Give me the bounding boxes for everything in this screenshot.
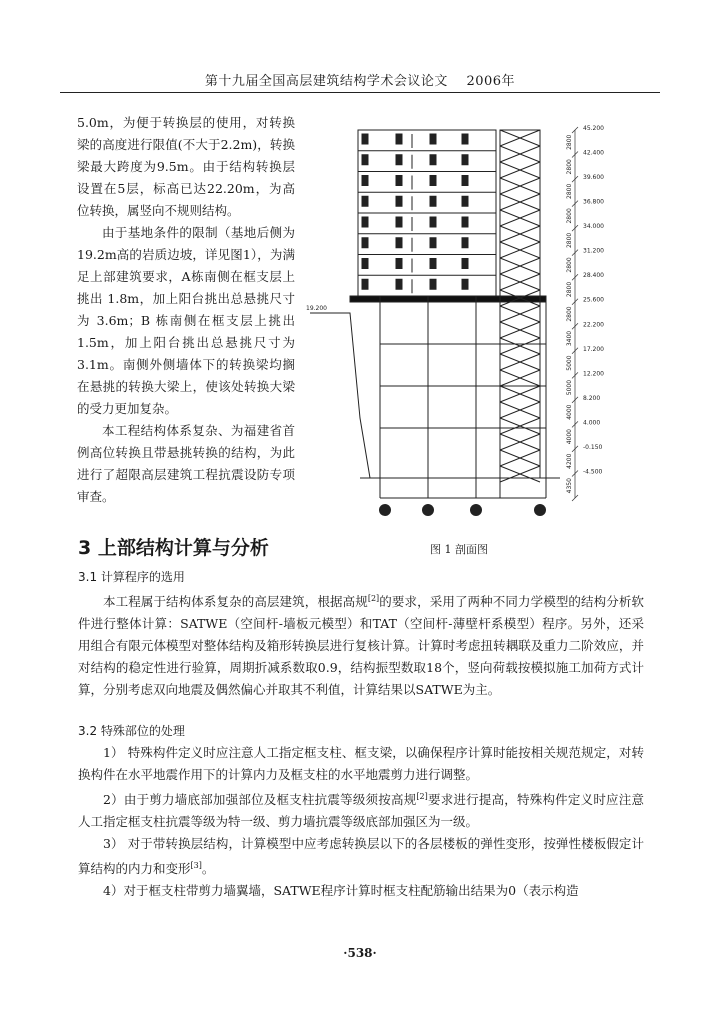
- window-mark: [396, 196, 402, 206]
- dimension-label: 5000: [566, 355, 573, 371]
- section-3-1: [78, 566, 644, 701]
- elevation-label: 25.600: [583, 296, 604, 304]
- citation: [3]: [190, 861, 202, 871]
- window-mark: [430, 134, 436, 144]
- slope-line: [310, 313, 370, 478]
- window-mark: [430, 279, 436, 289]
- header-title: 第十九届全国高层建筑结构学术会议论文: [204, 74, 448, 89]
- window-mark: [396, 279, 402, 289]
- text-segment: 3） 对于带转换层结构，计算模型中应考虑转换层以下的各层楼板的弹性变形，按弹性楼板假定计算结构的内力和变形: [78, 836, 644, 877]
- citation: [2]: [367, 594, 380, 603]
- list-item-1: 1） 特殊构件定义时应注意人工指定框支柱、框支梁，以确保程序计算时能按相关规范规定，对转换构件在水平地震作用下的计算内力及框支柱的水平地震剪力进行调整。: [78, 745, 644, 782]
- window-mark: [462, 176, 468, 186]
- window-mark: [396, 155, 402, 165]
- window-mark: [362, 176, 368, 186]
- elevation-label: 28.400: [583, 272, 604, 280]
- left-elevation-label: 19.200: [306, 305, 327, 312]
- dimension-label: 4350: [566, 478, 573, 494]
- window-mark: [396, 176, 402, 186]
- subsection-title-3-1: 3.1 计算程序的选用: [78, 570, 185, 584]
- window-mark: [362, 279, 368, 289]
- dimension-label: 2800: [566, 306, 573, 322]
- text-segment: 的要求，采用了两种不同力学模型的结构分析软件进行整体计算：SATWE（空间杆-墙板元模型）和TAT（空间杆-薄壁杆系模型）程序。另外，还采用组合有限元体模型对整体结构及箱形转换层进行复核计算。计算时考虑扭转耦联及重力二阶效应，并对结构的稳定性进行验算，周期折减系数取0.9，结构振型数取18个，竖向荷载按模拟施工加荷方式计算，分别考虑双向地震及偶然偏心并取其不利值，计算结果以SATWE为主。: [78, 594, 644, 698]
- elevation-label: 4.000: [583, 419, 601, 427]
- paragraph-program: [78, 588, 644, 701]
- axis-label: C: [473, 507, 479, 515]
- window-mark: [462, 196, 468, 206]
- window-mark: [462, 134, 468, 144]
- window-mark: [430, 176, 436, 186]
- window-mark: [462, 217, 468, 227]
- dimension-label: 4000: [566, 404, 573, 420]
- elevation-label: -0.150: [583, 443, 603, 451]
- section-drawing: [300, 118, 630, 520]
- window-mark: [396, 259, 402, 269]
- podium: [380, 302, 546, 478]
- window-mark: [462, 259, 468, 269]
- axis-label: A: [382, 507, 388, 515]
- dimension-label: 2800: [566, 159, 573, 175]
- dimension-label: 5000: [566, 379, 573, 396]
- window-mark: [430, 259, 436, 269]
- elevation-label: 22.200: [583, 321, 604, 329]
- window-mark: [430, 217, 436, 227]
- text-segment: 本工程属于结构体系复杂的高层建筑，根据高规: [103, 594, 368, 610]
- section-3-2: [78, 720, 644, 902]
- window-mark: [362, 196, 368, 206]
- elevation-label: 42.400: [583, 149, 604, 157]
- paragraph-review: 本工程结构体系复杂、为福建省首例高位转换且带悬挑转换的结构，为此进行了超限高层建筑工程抗震设防专项审查。: [77, 423, 295, 504]
- axis-label: D: [537, 507, 543, 515]
- window-mark: [362, 217, 368, 227]
- running-header: [60, 70, 660, 89]
- elevation-label: 31.200: [583, 247, 604, 255]
- subsection-title-3-2: 3.2 特殊部位的处理: [78, 724, 185, 738]
- section-heading: 3 上部结构计算与分析: [78, 537, 269, 559]
- dimension-label: 2800: [566, 183, 573, 199]
- left-column-text: [77, 112, 295, 508]
- text-segment: 要求进行提高，特殊构件定义时应注意人工指定框支柱抗震等级为特一级、剪力墙抗震等级底部加强区为一级。: [78, 792, 644, 830]
- elevation-label: 36.800: [583, 198, 604, 206]
- header-year: 2006年: [466, 74, 516, 89]
- window-mark: [396, 134, 402, 144]
- elevation-label: 39.600: [583, 174, 604, 182]
- elevation-label: 12.200: [583, 370, 604, 378]
- window-mark: [362, 238, 368, 248]
- elevation-label: 34.000: [583, 223, 604, 231]
- window-mark: [396, 238, 402, 248]
- paragraph-continuation: 5.0m，为便于转换层的使用，对转换梁的高度进行限值(不大于2.2m)，转换梁最大跨度为9.5m。由于结构转换层设置在5层，标高已达22.20m，为高位转换，属竖向不规则结构。: [77, 115, 295, 218]
- list-item-3: [78, 833, 644, 880]
- list-item-4: 4）对于框支柱带剪力墙翼墙，SATWE程序计算时框支柱配筋输出结果为0（表示构造: [103, 883, 579, 899]
- elevation-label: -4.500: [583, 468, 603, 476]
- window-mark: [430, 155, 436, 165]
- window-mark: [462, 238, 468, 248]
- elevation-label: 45.200: [583, 125, 604, 132]
- header-rule: [60, 92, 660, 93]
- page-number: ·538·: [343, 946, 377, 960]
- citation: [2]: [416, 792, 428, 801]
- window-mark: [430, 238, 436, 248]
- text-segment: 2）由于剪力墙底部加强部位及框支柱抗震等级须按高规: [103, 792, 417, 808]
- window-mark: [362, 259, 368, 269]
- figure-caption: 图 1 剖面图: [430, 543, 488, 556]
- dimension-label: 2800: [566, 208, 573, 224]
- dimension-label: 4000: [566, 429, 573, 445]
- dimension-label: 3400: [566, 330, 573, 347]
- window-mark: [462, 279, 468, 289]
- window-mark: [462, 155, 468, 165]
- text-segment: 。: [201, 861, 215, 877]
- dimension-label: 2800: [566, 232, 573, 249]
- dimension-label: 2800: [566, 257, 573, 273]
- elevation-label: 17.200: [583, 345, 604, 353]
- window-mark: [396, 217, 402, 227]
- list-item-2: [78, 786, 644, 833]
- window-mark: [362, 134, 368, 144]
- dimension-label: 2800: [566, 281, 573, 298]
- paragraph-foundation: 由于基地条件的限制（基地后侧为19.2m高的岩质边坡，详见图1），为满足上部建筑要求，A栋南侧在框支层上挑出 1.8m，加上阳台挑出总悬挑尺寸为 3.6m；B 栋南侧在框支层上挑出 1.5m，加上阳台挑出总悬挑尺寸为 3.1m。南侧外侧墙体下的转换梁均搁在悬挑的转换大梁上，使该处转换大梁的受力更加复杂。: [77, 225, 295, 416]
- dimension-label: 2800: [566, 134, 573, 150]
- dimension-label: 4200: [566, 453, 573, 469]
- elevation-label: 8.200: [583, 394, 601, 402]
- window-mark: [362, 155, 368, 165]
- axis-label: B: [425, 507, 431, 515]
- window-mark: [430, 196, 436, 206]
